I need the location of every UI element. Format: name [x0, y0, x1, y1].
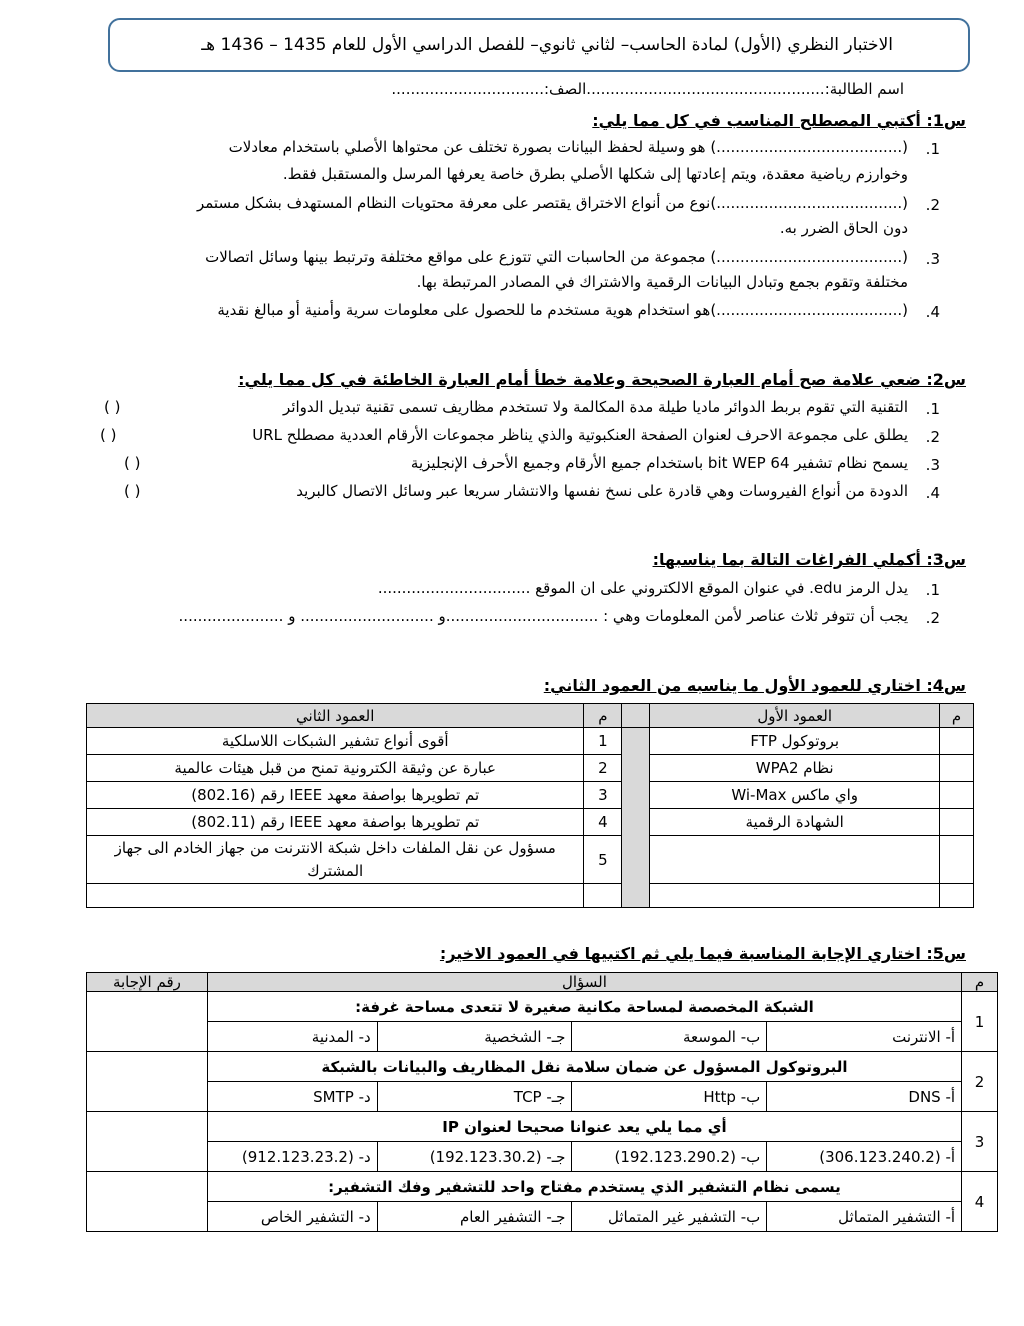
q4-col-m2: م	[584, 704, 622, 728]
q4-col2-num: 2	[584, 755, 622, 782]
q2-heading: س2: ضعي علامة صح أمام العبارة الصحيحة وعلامة خطأ أمام العبارة الخاطئة في كل مما يلي:	[238, 370, 966, 389]
q5-heading: س5: اختاري الإجابة المناسبة فيما يلي ثم اكتبيها في العمود الاخير:	[439, 944, 966, 963]
q1-item-3-line1: (.......................................) مجموعة من الحاسبات التي تتوزع على مواقع مختلفة وترتبط بينها وسائل اتصالات	[205, 248, 908, 266]
q3-item-1-text: يدل الرمز edu. في عنوان الموقع الالكتروني على ان الموقع ................................	[377, 579, 908, 597]
q5-q4-answer-cell[interactable]	[87, 1172, 208, 1232]
q5-q2-opt-a[interactable]: أ- DNS	[767, 1082, 962, 1112]
q4-col2-num: 5	[584, 836, 622, 884]
q3-item-1-num: 1.	[925, 581, 940, 599]
q4-col1-item: الشهادة الرقمية	[650, 809, 940, 836]
q4-col1-item: واي ماكس Wi-Max	[650, 782, 940, 809]
q5-q4-num: 4	[962, 1172, 998, 1232]
q2-item-4-mark[interactable]: ( )	[124, 482, 141, 500]
q4-matching-table	[86, 703, 974, 908]
q5-q2-opt-b[interactable]: ب- Http	[572, 1082, 767, 1112]
q5-q4-opt-c[interactable]: جـ- التشفير العام	[377, 1202, 572, 1232]
table-row	[87, 1202, 998, 1232]
q2-item-3-num: 3.	[925, 456, 940, 474]
q5-col-m: م	[962, 973, 998, 992]
table-row	[87, 782, 974, 809]
table-row	[87, 1112, 998, 1142]
table-row	[87, 809, 974, 836]
q5-q1-opt-a[interactable]: أ- الانترنت	[767, 1022, 962, 1052]
q4-answer-cell[interactable]	[940, 809, 974, 836]
q1-item-2-line2: دون الحاق الضرر به.	[779, 219, 908, 237]
q2-item-2-text: يطلق على مجموعة الاحرف لعنوان الصفحة العنكبوتية والذي يناظر مجموعات الأرقام العددية مصطلح URL	[252, 426, 908, 444]
q4-col1-header: العمود الأول	[650, 704, 940, 728]
exam-title: الاختبار النظري (الأول) لمادة الحاسب– لثاني ثانوي– للفصل الدراسي الأول للعام 1435 – 1436 هـ	[201, 35, 893, 55]
q1-item-3-num: 3.	[925, 250, 940, 268]
table-row	[87, 1142, 998, 1172]
table-row	[87, 1172, 998, 1202]
q4-col2-item	[87, 884, 584, 908]
q2-item-4-num: 4.	[925, 484, 940, 502]
q5-col-question: السؤال	[207, 973, 961, 992]
q4-col2-item: أقوى أنواع تشفير الشبكات اللاسلكية	[87, 728, 584, 755]
q4-answer-cell[interactable]	[940, 728, 974, 755]
q5-q2-answer-cell[interactable]	[87, 1052, 208, 1112]
table-row	[87, 1082, 998, 1112]
q4-gap-header	[622, 704, 650, 728]
table-row	[87, 836, 974, 884]
table-row	[87, 728, 974, 755]
q2-item-1-mark[interactable]: ( )	[104, 398, 121, 416]
q2-item-4-text: الدودة من أنواع الفيروسات وهي قادرة على نسخ نفسها والانتشار سريعا عبر وسائل الاتصال كالبريد	[296, 482, 908, 500]
q4-col2-header: العمود الثاني	[87, 704, 584, 728]
q5-q3-opt-a[interactable]: أ- (306.123.240.2)	[767, 1142, 962, 1172]
q4-col2-num: 3	[584, 782, 622, 809]
q5-q4-opt-d[interactable]: د- التشفير الخاص	[207, 1202, 377, 1232]
q1-heading: س1: أكتبي المصطلح المناسب في كل مما يلي:	[592, 111, 966, 130]
q4-col1-item: نظام WPA2	[650, 755, 940, 782]
q4-col1-item	[650, 836, 940, 884]
q1-item-4-line1: (.......................................)هو استخدام هوية مستخدم ما للحصول على معلومات سرية وأمنية أو مبالغ نقدية	[217, 301, 908, 319]
table-row	[87, 755, 974, 782]
q4-heading: س4: اختاري للعمود الأول ما يناسبه من العمود الثاني:	[543, 676, 966, 695]
q4-gap	[622, 728, 650, 908]
student-name-line: اسم الطالبة:..................................................الصف:................................	[391, 80, 904, 98]
q4-col1-item: بروتوكول FTP	[650, 728, 940, 755]
q5-q4-opt-b[interactable]: ب- التشفير غير المتماثل	[572, 1202, 767, 1232]
q5-q1-num: 1	[962, 992, 998, 1052]
q4-col2-item: مسؤول عن نقل الملفات داخل شبكة الانترنت من جهاز الخادم الى جهاز المشترك	[87, 836, 584, 884]
q4-answer-cell[interactable]	[940, 755, 974, 782]
q5-q3-answer-cell[interactable]	[87, 1112, 208, 1172]
q3-item-2-text: يجب أن تتوفر ثلاث عناصر لأمن المعلومات وهي : ................................و ............................ و ......................	[178, 607, 908, 625]
q1-item-2-num: 2.	[925, 196, 940, 214]
q5-q1-text: الشبكة المخصصة لمساحة مكانية صغيرة لا تتعدى مساحة غرفة:	[207, 992, 961, 1022]
table-row	[87, 1052, 998, 1082]
q5-q1-opt-d[interactable]: د- المدنية	[207, 1022, 377, 1052]
q4-col2-item: تم تطويرها بواصفة معهد IEEE رقم (802.16)	[87, 782, 584, 809]
q4-col2-item: عبارة عن وثيقة الكترونية تمنح من قبل هيئات عالمية	[87, 755, 584, 782]
q5-q2-text: البروتوكول المسؤول عن ضمان سلامة نقل المظاريف والبيانات بالشبكة	[207, 1052, 961, 1082]
q1-item-1-line2: وخوارزم رياضية معقدة، ويتم إعادتها إلى شكلها الأصلي بطرق خاصة يعرفها المرسل والمستقبل فقط.	[282, 165, 908, 183]
q4-col2-item: تم تطويرها بواصفة معهد IEEE رقم (802.11)	[87, 809, 584, 836]
q2-item-3-mark[interactable]: ( )	[124, 454, 141, 472]
q4-answer-cell[interactable]	[940, 884, 974, 908]
q5-q1-opt-b[interactable]: ب- الموسعة	[572, 1022, 767, 1052]
q2-item-3-text: يسمح نظام تشفير 64 bit WEP باستخدام جميع الأرقام وجميع الأحرف الإنجليزية	[410, 454, 908, 472]
q2-item-2-mark[interactable]: ( )	[100, 426, 117, 444]
q5-q4-opt-a[interactable]: أ- التشفير المتماثل	[767, 1202, 962, 1232]
q5-q3-opt-d[interactable]: د- (912.123.23.2)	[207, 1142, 377, 1172]
table-row	[87, 992, 998, 1022]
q4-answer-cell[interactable]	[940, 836, 974, 884]
q4-col1-item	[650, 884, 940, 908]
q4-col2-num: 1	[584, 728, 622, 755]
q5-q4-text: يسمى نظام التشفير الذي يستخدم مفتاح واحد للتشفير وفك التشفير:	[207, 1172, 961, 1202]
q4-answer-cell[interactable]	[940, 782, 974, 809]
q5-q2-opt-c[interactable]: جـ- TCP	[377, 1082, 572, 1112]
q2-item-1-text: التقنية التي تقوم بربط الدوائر ماديا طيلة مدة المكالمة ولا تستخدم مظاريف تسمى تقنية تبديل الدوائر	[283, 398, 908, 416]
q5-q1-answer-cell[interactable]	[87, 992, 208, 1052]
q4-col2-num	[584, 884, 622, 908]
q5-q3-opt-b[interactable]: ب- (192.123.290.2)	[572, 1142, 767, 1172]
q1-item-4-num: 4.	[925, 303, 940, 321]
q5-q3-opt-c[interactable]: جـ- (192.123.30.2)	[377, 1142, 572, 1172]
exam-title-box	[108, 18, 970, 72]
q5-q3-num: 3	[962, 1112, 998, 1172]
q1-item-2-line1: (.......................................)نوع من أنواع الاختراق يقتصر على معرفة محتويات النظام المستهدف بشكل مستمر	[196, 194, 908, 212]
q5-q1-opt-c[interactable]: جـ- الشخصية	[377, 1022, 572, 1052]
q5-q2-opt-d[interactable]: د- SMTP	[207, 1082, 377, 1112]
q5-col-answer: رقم الإجابة	[87, 973, 208, 992]
q4-col2-num: 4	[584, 809, 622, 836]
q4-col-m1: م	[940, 704, 974, 728]
table-row	[87, 1022, 998, 1052]
q5-q2-num: 2	[962, 1052, 998, 1112]
q3-item-2-num: 2.	[925, 609, 940, 627]
q1-item-1-line1: (.......................................) هو وسيلة لحفظ البيانات بصورة تختلف عن محتواها الأصلي باستخدام معادلات	[228, 138, 908, 156]
q2-item-1-num: 1.	[925, 400, 940, 418]
q2-item-2-num: 2.	[925, 428, 940, 446]
q1-item-1-num: 1.	[925, 140, 940, 158]
q5-q3-text: أي مما يلي يعد عنوانا صحيحا لعنوان IP	[207, 1112, 961, 1142]
table-row	[87, 884, 974, 908]
q3-heading: س3: أكملي الفراغات التالة بما يناسبها:	[652, 550, 966, 569]
q1-item-3-line2: مختلفة وتقوم بجمع وتبادل البيانات الرقمية والاشتراك في المصادر المرتبطة بها.	[416, 273, 908, 291]
q5-mcq-table	[86, 972, 998, 1232]
